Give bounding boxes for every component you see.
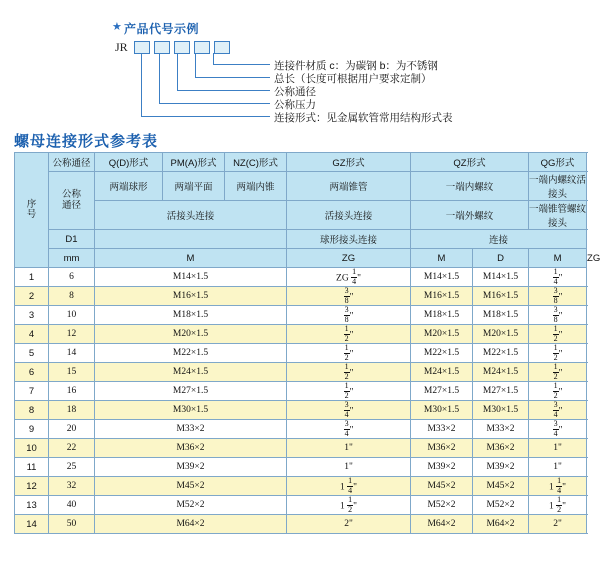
cell-dn: 15 (49, 363, 95, 382)
th-union-connection: 活接头连接 (95, 201, 287, 230)
th-taper-pipe-thread: 一端锥管螺纹接头 (529, 201, 587, 230)
cell-zg1: 1 $\frac{1}{4}$ " (287, 477, 411, 496)
cell-index: 10 (15, 439, 49, 458)
cell-zg1: $\frac{3}{8}$ " (287, 287, 411, 306)
table-row (15, 268, 587, 287)
th-dn-label: 公称 通径 (49, 172, 95, 230)
cell-m1: M22×1.5 (95, 344, 287, 363)
cell-m1: M27×1.5 (95, 382, 287, 401)
cell-index: 5 (15, 344, 49, 363)
legend-material: 连接件材质 c：为碳钢 b：为不锈钢 (274, 60, 438, 72)
table-header-row-2 (15, 172, 587, 201)
table-row (15, 325, 587, 344)
cell-zg1: $\frac{3}{4}$ " (287, 401, 411, 420)
table-row (15, 458, 587, 477)
leader-line-4h (159, 103, 270, 104)
cell-zg1: $\frac{3}{4}$ " (287, 420, 411, 439)
leader-line-5 (141, 53, 142, 116)
th-pma-sub: 两端平面 (163, 172, 225, 201)
table-row (15, 306, 587, 325)
cell-dn: 50 (49, 515, 95, 534)
th-qd-sub: 两端球形 (95, 172, 163, 201)
cell-dn: 12 (49, 325, 95, 344)
cell-index: 6 (15, 363, 49, 382)
leader-line-1h (213, 64, 270, 65)
th-nominal-diameter: 公称通径 (49, 153, 95, 172)
cell-m2: M52×2 (411, 496, 473, 515)
cell-d: M39×2 (473, 458, 529, 477)
cell-zg1: $\frac{3}{8}$ " (287, 306, 411, 325)
th-zg-1: ZG (287, 249, 411, 268)
th-unit-mm: mm (49, 249, 95, 268)
cell-index: 2 (15, 287, 49, 306)
code-box-5 (214, 41, 230, 54)
th-pma: PM(A)形式 (163, 153, 225, 172)
cell-m3: $\frac{1}{2}$ " (529, 382, 587, 401)
cell-index: 8 (15, 401, 49, 420)
th-external-thread: 一端外螺纹 (411, 201, 529, 230)
cell-m2: M33×2 (411, 420, 473, 439)
page-title: 螺母连接形式参考表 (14, 133, 159, 150)
cell-zg1: 1" (287, 439, 411, 458)
table-row (15, 496, 587, 515)
table-row (15, 420, 587, 439)
cell-zg1: 2" (287, 515, 411, 534)
cell-m3: $\frac{1}{4}$ " (529, 268, 587, 287)
cell-d: M30×1.5 (473, 401, 529, 420)
th-m-2: M (411, 249, 473, 268)
cell-m2: M14×1.5 (411, 268, 473, 287)
leader-line-1 (213, 53, 214, 64)
th-qz-sub: 一端内螺纹 (411, 172, 529, 201)
cell-m1: M18×1.5 (95, 306, 287, 325)
cell-m2: M36×2 (411, 439, 473, 458)
table-row (15, 287, 587, 306)
product-code-example (0, 0, 600, 128)
th-blank-a (95, 230, 287, 249)
cell-m2: M18×1.5 (411, 306, 473, 325)
leader-line-3 (177, 53, 178, 90)
cell-zg1: 1" (287, 458, 411, 477)
cell-index: 4 (15, 325, 49, 344)
th-m-1: M (95, 249, 287, 268)
cell-dn: 20 (49, 420, 95, 439)
nut-connection-table (14, 152, 600, 534)
leader-line-5h (141, 116, 270, 117)
cell-index: 11 (15, 458, 49, 477)
cell-index: 7 (15, 382, 49, 401)
cell-m1: M36×2 (95, 439, 287, 458)
cell-d: M20×1.5 (473, 325, 529, 344)
cell-m2: M30×1.5 (411, 401, 473, 420)
th-qg-sub: 一端内螺纹活接头 (529, 172, 587, 201)
table-row (15, 344, 587, 363)
cell-m2: M22×1.5 (411, 344, 473, 363)
cell-m3: 1" (529, 458, 587, 477)
code-example-title: 产品代号示例 (124, 22, 200, 36)
th-gz-sub: 两端锥管 (287, 172, 411, 201)
cell-m1: M33×2 (95, 420, 287, 439)
table-header-row-1 (15, 153, 587, 172)
th-d1: D1 (49, 230, 95, 249)
cell-m1: M16×1.5 (95, 287, 287, 306)
cell-m3: 1 $\frac{1}{4}$ " (529, 477, 587, 496)
th-union-connection-2: 活接头连接 (287, 201, 411, 230)
cell-zg1: 1 $\frac{1}{2}$ " (287, 496, 411, 515)
table-row (15, 401, 587, 420)
cell-d: M18×1.5 (473, 306, 529, 325)
cell-m3: 2" (529, 515, 587, 534)
cell-m3: $\frac{1}{2}$ " (529, 363, 587, 382)
cell-m2: M45×2 (411, 477, 473, 496)
cell-dn: 32 (49, 477, 95, 496)
th-qg: QG形式 (529, 153, 587, 172)
table-header-row-4 (15, 230, 587, 249)
table-row (15, 477, 587, 496)
cell-index: 3 (15, 306, 49, 325)
cell-m1: M39×2 (95, 458, 287, 477)
cell-m2: M39×2 (411, 458, 473, 477)
code-box-4 (194, 41, 210, 54)
th-nzc-sub: 两端内锥 (225, 172, 287, 201)
cell-m3: 1 $\frac{1}{2}$ " (529, 496, 587, 515)
cell-m2: M64×2 (411, 515, 473, 534)
leader-line-3h (177, 90, 270, 91)
cell-d: M52×2 (473, 496, 529, 515)
cell-m3: 1" (529, 439, 587, 458)
legend-connection-type: 连接形式：见金属软管常用结构形式表 (274, 112, 453, 124)
cell-index: 1 (15, 268, 49, 287)
cell-d: M33×2 (473, 420, 529, 439)
cell-dn: 18 (49, 401, 95, 420)
cell-m1: M45×2 (95, 477, 287, 496)
code-box-1 (134, 41, 150, 54)
cell-m3: $\frac{1}{2}$ " (529, 344, 587, 363)
cell-dn: 10 (49, 306, 95, 325)
cell-index: 9 (15, 420, 49, 439)
table-row (15, 515, 587, 534)
legend-nominal-pressure: 公称压力 (274, 99, 316, 111)
table-row (15, 382, 587, 401)
table-header-row-3 (15, 201, 587, 230)
cell-m3: $\frac{1}{2}$ " (529, 325, 587, 344)
cell-d: M24×1.5 (473, 363, 529, 382)
cell-m2: M20×1.5 (411, 325, 473, 344)
cell-d: M16×1.5 (473, 287, 529, 306)
cell-d: M64×2 (473, 515, 529, 534)
cell-m3: $\frac{3}{8}$ " (529, 287, 587, 306)
cell-m1: M24×1.5 (95, 363, 287, 382)
cell-dn: 16 (49, 382, 95, 401)
cell-zg1: $\frac{1}{2}$ " (287, 344, 411, 363)
th-ball-joint: 球形接头连接 (287, 230, 411, 249)
legend-length: 总长（长度可根据用户要求定制） (274, 73, 432, 85)
cell-dn: 8 (49, 287, 95, 306)
th-qd: Q(D)形式 (95, 153, 163, 172)
leader-line-2h (195, 77, 270, 78)
cell-d: M14×1.5 (473, 268, 529, 287)
cell-d: M22×1.5 (473, 344, 529, 363)
cell-m3: $\frac{3}{4}$ " (529, 401, 587, 420)
cell-m1: M14×1.5 (95, 268, 287, 287)
table-row (15, 363, 587, 382)
th-gz: GZ形式 (287, 153, 411, 172)
cell-zg1: ZG $\frac{1}{4}$ " (287, 268, 411, 287)
table-header-row-5: mm M ZG M D M ZG (15, 249, 587, 268)
table-row (15, 439, 587, 458)
cell-dn: 40 (49, 496, 95, 515)
cell-zg1: $\frac{1}{2}$ " (287, 325, 411, 344)
cell-m2: M24×1.5 (411, 363, 473, 382)
cell-index: 14 (15, 515, 49, 534)
code-boxes (134, 41, 230, 54)
star-icon: ★ (112, 21, 122, 33)
cell-m2: M27×1.5 (411, 382, 473, 401)
cell-index: 13 (15, 496, 49, 515)
cell-m1: M64×2 (95, 515, 287, 534)
th-d-2: D (473, 249, 529, 268)
leader-line-2 (195, 53, 196, 77)
legend-nominal-diameter: 公称通径 (274, 86, 316, 98)
code-prefix: JR (115, 40, 128, 54)
cell-dn: 25 (49, 458, 95, 477)
cell-m1: M30×1.5 (95, 401, 287, 420)
cell-m3: $\frac{3}{8}$ " (529, 306, 587, 325)
cell-d: M27×1.5 (473, 382, 529, 401)
th-connection: 连接 (411, 230, 587, 249)
th-qz: QZ形式 (411, 153, 529, 172)
cell-dn: 6 (49, 268, 95, 287)
cell-dn: 22 (49, 439, 95, 458)
cell-index: 12 (15, 477, 49, 496)
cell-m1: M20×1.5 (95, 325, 287, 344)
cell-m2: M16×1.5 (411, 287, 473, 306)
th-nzc: NZ(C)形式 (225, 153, 287, 172)
th-index: 序 号 (15, 153, 49, 268)
cell-d: M36×2 (473, 439, 529, 458)
th-m-3: M (529, 249, 587, 268)
cell-dn: 14 (49, 344, 95, 363)
cell-zg1: $\frac{1}{2}$ " (287, 382, 411, 401)
cell-zg1: $\frac{1}{2}$ " (287, 363, 411, 382)
code-box-2 (154, 41, 170, 54)
leader-line-4 (159, 53, 160, 103)
cell-d: M45×2 (473, 477, 529, 496)
cell-m3: $\frac{3}{4}$ " (529, 420, 587, 439)
cell-m1: M52×2 (95, 496, 287, 515)
